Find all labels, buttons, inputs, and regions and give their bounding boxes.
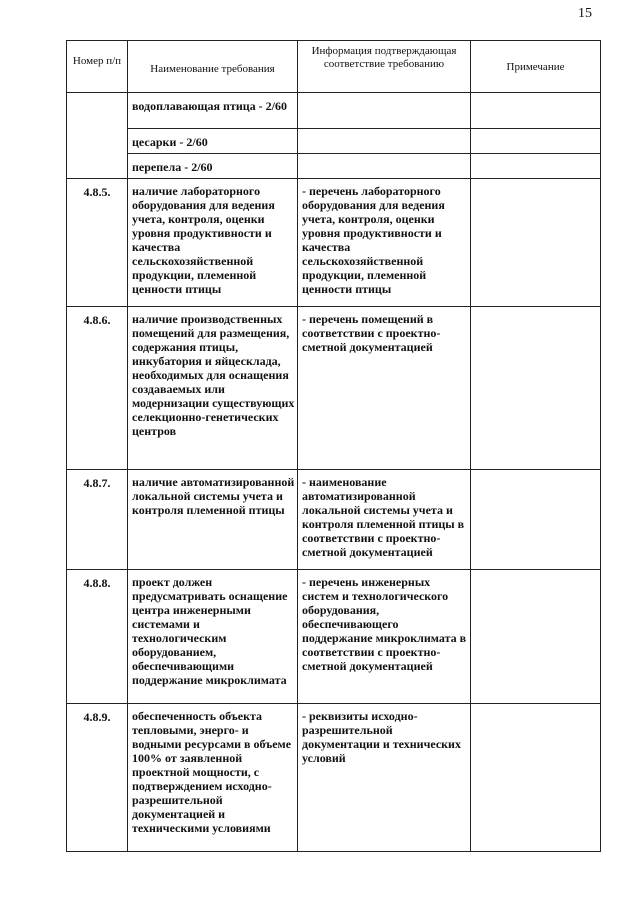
number-cell: 4.8.7. (67, 470, 128, 570)
number-cell: 4.8.6. (67, 307, 128, 470)
header-requirement-name: Наименование требования (128, 41, 298, 93)
table-row (67, 470, 601, 570)
number-cell: 4.8.8. (67, 570, 128, 704)
note-cell (471, 93, 601, 129)
note-cell (471, 154, 601, 179)
table-row (67, 179, 601, 307)
note-cell (471, 704, 601, 852)
number-cell: 4.8.5. (67, 179, 128, 307)
table-row (67, 307, 601, 470)
requirement-cell: перепела - 2/60 (128, 154, 298, 179)
requirement-cell: наличие лабораторного оборудования для ведения учета, контроля, оценки уровня продуктивности и качества сельскохозяйственной продукции, племенной ценности птицы (128, 179, 298, 307)
table-row (67, 154, 601, 179)
info-cell: - реквизиты исходно-разрешительной документации и технических условий (298, 704, 471, 852)
table-row (67, 129, 601, 154)
requirement-cell: проект должен предусматривать оснащение центра инженерными системами и технологическим оборудованием, обеспечивающими поддержание микроклимата (128, 570, 298, 704)
requirement-cell: цесарки - 2/60 (128, 129, 298, 154)
requirement-cell: наличие производственных помещений для размещения, содержания птицы, инкубатория и яйцесклада, необходимых для оснащения создаваемых или модернизации существующих селекционно-генетических центров (128, 307, 298, 470)
note-cell (471, 470, 601, 570)
table-header-row (67, 41, 601, 93)
requirement-cell: водоплавающая птица - 2/60 (128, 93, 298, 129)
note-cell (471, 307, 601, 470)
note-cell (471, 570, 601, 704)
info-cell (298, 154, 471, 179)
header-number: Номер п/п (67, 41, 128, 93)
page-number: 15 (578, 6, 592, 21)
info-cell: - перечень инженерных систем и технологического оборудования, обеспечивающего поддержание микроклимата в соответствии с проектно-сметной документацией (298, 570, 471, 704)
requirement-cell: обеспеченность объекта тепловыми, энерго- и водными ресурсами в объеме 100% от заявленной проектной мощности, с подтверждением исходно-разрешительной документацией и техническими условиями (128, 704, 298, 852)
info-cell: - наименование автоматизированной локальной системы учета и контроля племенной птицы в соответствии с проектно-сметной документацией (298, 470, 471, 570)
table-row (67, 704, 601, 852)
table-row (67, 93, 601, 129)
info-cell: - перечень помещений в соответствии с проектно-сметной документацией (298, 307, 471, 470)
header-note: Примечание (471, 41, 601, 93)
table-row (67, 570, 601, 704)
info-cell (298, 93, 471, 129)
requirement-cell: наличие автоматизированной локальной системы учета и контроля племенной птицы (128, 470, 298, 570)
requirements-table (66, 40, 601, 852)
header-confirming-info: Информация подтверждающая соответствие требованию (298, 41, 471, 93)
info-cell (298, 129, 471, 154)
info-cell: - перечень лабораторного оборудования для ведения учета, контроля, оценки уровня продуктивности и качества сельскохозяйственной продукции, племенной ценности птицы (298, 179, 471, 307)
number-cell (67, 93, 128, 179)
number-cell: 4.8.9. (67, 704, 128, 852)
note-cell (471, 129, 601, 154)
note-cell (471, 179, 601, 307)
